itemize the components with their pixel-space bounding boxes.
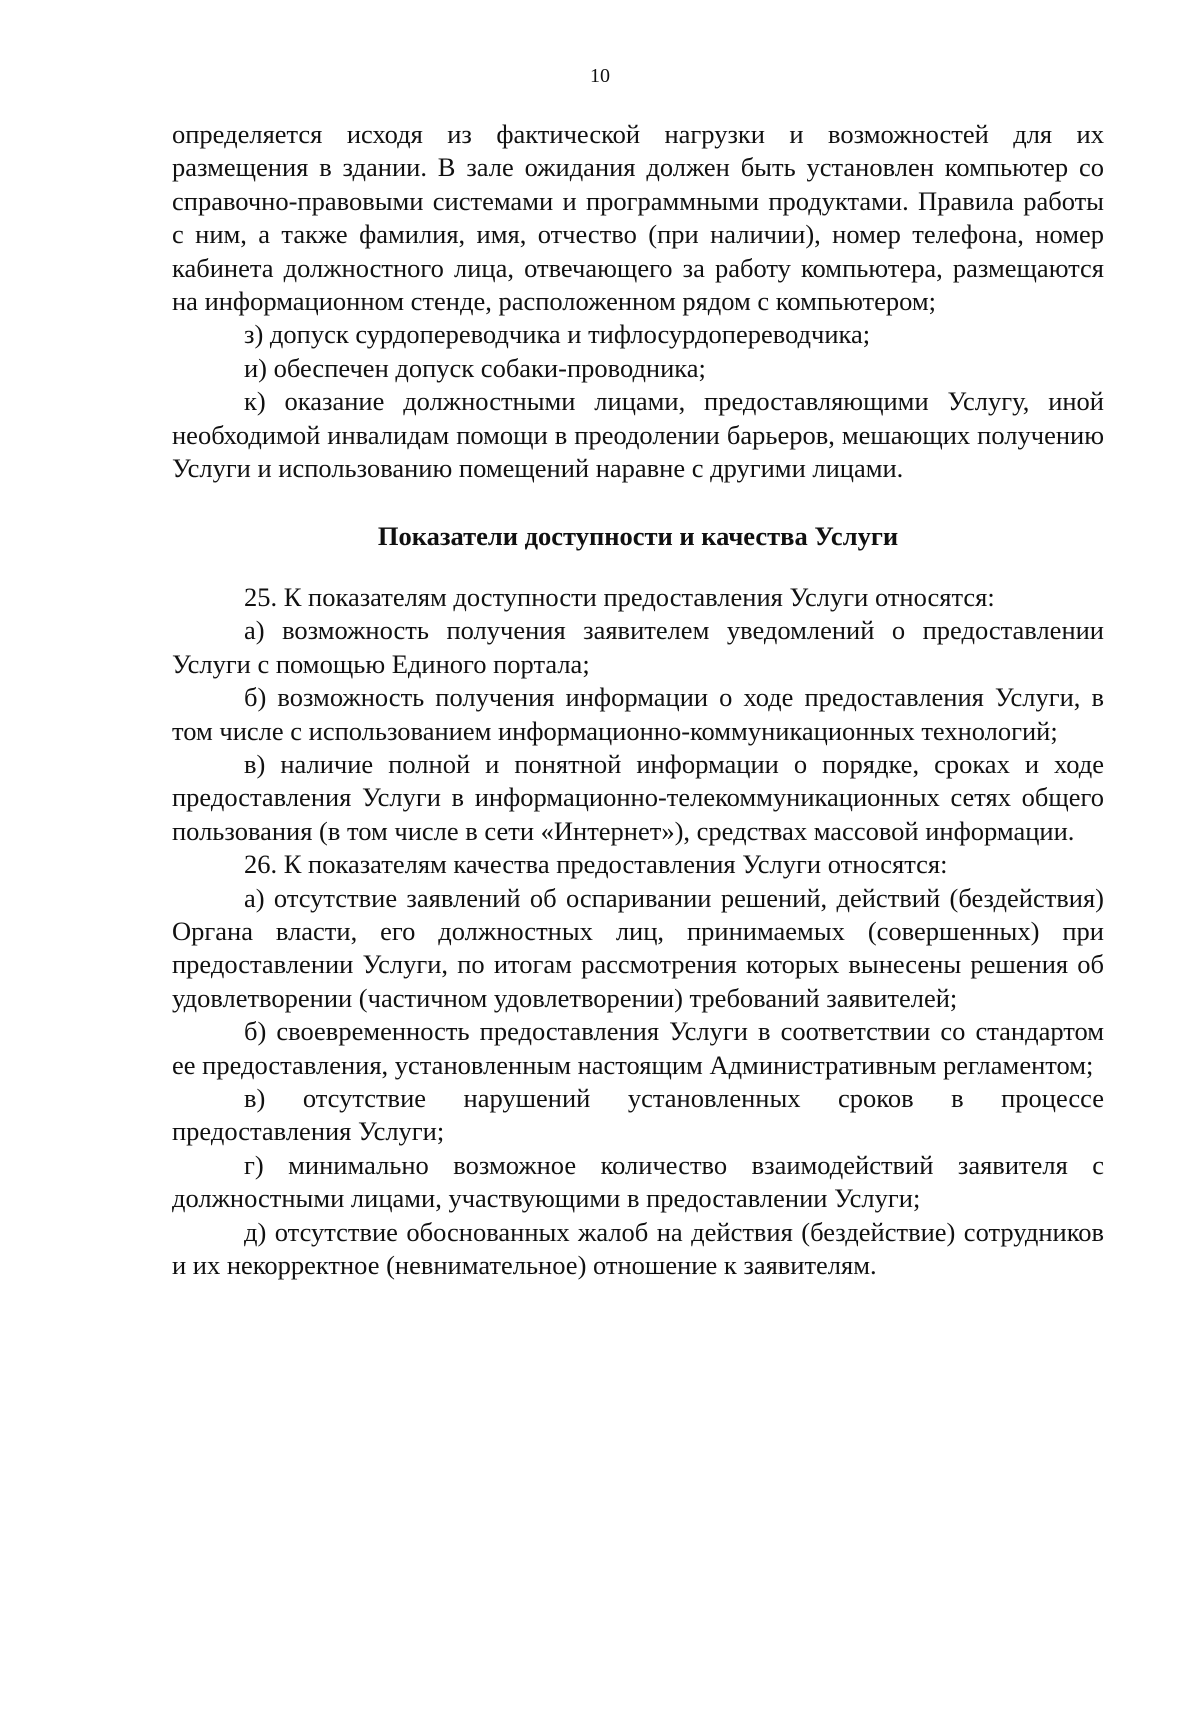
clause-26-item-v: в) отсутствие нарушений установленных сроков в процессе предоставления Услуги; [172, 1082, 1104, 1147]
clause-26-intro: 26. К показателям качества предоставления Услуги относятся: [244, 849, 948, 880]
section-title: Показатели доступности и качества Услуги [377, 521, 899, 552]
document-body [172, 118, 1104, 1282]
intro-paragraph: определяется исходя из фактической нагрузки и возможностей для их размещения в здании. В зале ожидания должен быть установлен компьютер со справочно-правовыми системами и программными продуктами. Правила работы с ним, а также фамилия, имя, отчество (при наличии), номер телефона, номер кабинета должностного лица, отвечающего за работу компьютера, размещаются на информационном стенде, расположенном рядом с компьютером; [172, 119, 1104, 317]
clause-25-intro: 25. К показателям доступности предоставления Услуги относятся: [244, 581, 995, 612]
clause-26-item-b: б) своевременность предоставления Услуги в соответствии со стандартом ее предоставления, установленным настоящим Административным регламентом; [172, 1016, 1104, 1080]
page-number: 10 [590, 65, 610, 87]
list-item-i: и) обеспечен допуск собаки-проводника; [244, 352, 706, 383]
clause-26-item-a: а) отсутствие заявлений об оспаривании решений, действий (бездействия) Органа власти, его должностных лиц, принимаемых (совершенных) при предоставлении Услуги, по итогам рассмотрения которых вынесены решения об удовлетворении (частичном удовлетворении) требований заявителей; [172, 882, 1104, 1013]
clause-26-item-g: г) минимально возможное количество взаимодействий заявителя с должностными лицами, участвующими в предоставлении Услуги; [172, 1149, 1104, 1214]
clause-26-item-d: д) отсутствие обоснованных жалоб на действия (бездействие) сотрудников и их некорректное (невнимательное) отношение к заявителям. [172, 1216, 1104, 1280]
list-item-k: к) оказание должностными лицами, предоставляющими Услугу, иной необходимой инвалидам помощи в преодолении барьеров, мешающих получению Услуги и использованию помещений наравне с другими лицами. [172, 386, 1104, 484]
clause-25-item-a: а) возможность получения заявителем уведомлений о предоставлении Услуги с помощью Единого портала; [172, 615, 1104, 679]
clause-25-item-v: в) наличие полной и понятной информации о порядке, сроках и ходе предоставления Услуги в информационно-телекоммуникационных сетях общего пользования (в том числе в сети «Интернет»), средствах массовой информации. [172, 748, 1104, 846]
list-item-z: з) допуск сурдопереводчика и тифлосурдопереводчика; [244, 319, 871, 350]
clause-25-item-b: б) возможность получения информации о ходе предоставления Услуги, в том числе с использованием информационно-коммуникационных технологий; [172, 682, 1104, 746]
